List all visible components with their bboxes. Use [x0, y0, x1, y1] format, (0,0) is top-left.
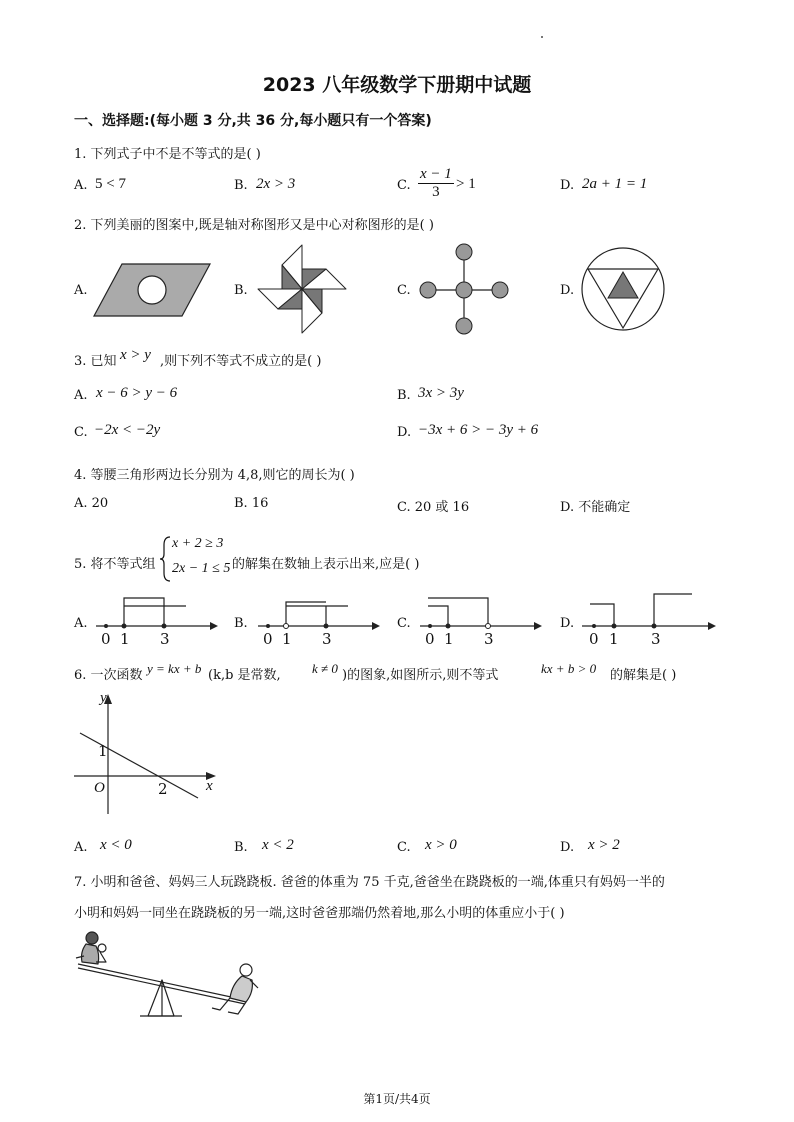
q5-d-tick1: 1 — [609, 630, 619, 648]
q6-c-text: x > 0 — [425, 837, 457, 853]
q3-d-label: D. — [397, 425, 412, 440]
q6-b-label: B. — [234, 840, 248, 855]
q4-d: D. 不能确定 — [560, 500, 631, 515]
q6-graph-tick-2: 2 — [158, 780, 168, 798]
section-heading: 一、选择题:(每小题 3 分,共 36 分,每小题只有一个答案) — [74, 113, 432, 129]
q2-a-label: A. — [74, 283, 88, 298]
q4-a: A. 20 — [74, 496, 109, 511]
q6-stem-mid: (k,b 是常数, — [208, 668, 281, 683]
q2-stem: 2. 下列美丽的图案中,既是轴对称图形又是中心对称图形的是( ) — [74, 218, 434, 233]
q2-b-label: B. — [234, 283, 248, 298]
q3-a-text: x − 6 > y − 6 — [96, 385, 178, 401]
q5-a-tick3: 3 — [160, 630, 170, 648]
q5-stem-pre: 5. 将不等式组 — [74, 557, 156, 572]
q1-d-label: D. — [560, 178, 575, 193]
q1-stem: 1. 下列式子中不是不等式的是( ) — [74, 147, 261, 162]
page-title: 2023 八年级数学下册期中试题 — [262, 74, 532, 96]
q1-c-numerator: x − 1 — [420, 166, 452, 182]
q1-c-label: C. — [397, 178, 411, 193]
q7-stem-line2: 小明和妈妈一同坐在跷跷板的另一端,这时爸爸那端仍然着地,那么小明的体重应小于( ) — [74, 906, 565, 921]
q2-d-figure — [580, 246, 666, 332]
q5-b-label: B. — [234, 616, 248, 631]
q1-d-text: 2a + 1 = 1 — [582, 176, 648, 192]
q3-b-text: 3x > 3y — [418, 385, 464, 401]
q4-b: B. 16 — [234, 496, 269, 511]
q5-a-tick0: 0 — [101, 630, 111, 648]
q6-stem-post: 的解集是( ) — [610, 668, 677, 683]
q2-d-label: D. — [560, 283, 575, 298]
q6-a-label: A. — [74, 840, 88, 855]
q2-a-figure — [92, 262, 212, 318]
q5-c-tick1: 1 — [444, 630, 454, 648]
q1-c-rest: > 1 — [456, 176, 476, 192]
q5-a-label: A. — [74, 616, 88, 631]
q5-d-tick0: 0 — [589, 630, 599, 648]
q6-c-label: C. — [397, 840, 411, 855]
q3-b-label: B. — [397, 388, 411, 403]
q6-a-text: x < 0 — [100, 837, 132, 853]
q5-c-label: C. — [397, 616, 411, 631]
q7-stem-line1: 7. 小明和爸爸、妈妈三人玩跷跷板. 爸爸的体重为 75 千克,爸爸坐在跷跷板的一端,体重只有妈妈一半的 — [74, 875, 665, 890]
q5-stem-post: 的解集在数轴上表示出来,应是( ) — [232, 557, 420, 572]
q5-d-label: D. — [560, 616, 575, 631]
q4-stem: 4. 等腰三角形两边长分别为 4,8,则它的周长为( ) — [74, 468, 355, 483]
q7-seesaw-illustration — [70, 928, 270, 1018]
q6-function-graph — [70, 690, 230, 820]
q5-ineq2: 2x − 1 ≤ 5 — [172, 561, 231, 576]
q3-stem-pre: 3. 已知 — [74, 354, 117, 369]
q6-b-text: x < 2 — [262, 837, 294, 853]
q6-func: y = kx + b — [147, 661, 202, 676]
q3-c-label: C. — [74, 425, 88, 440]
q1-c-fraction — [418, 166, 454, 201]
q6-graph-x-label: x — [206, 778, 213, 794]
q5-b-tick1: 1 — [282, 630, 292, 648]
q5-b-tick0: 0 — [263, 630, 273, 648]
q6-d-label: D. — [560, 840, 575, 855]
scan-dot — [541, 36, 543, 38]
page-footer: 第1页/共4页 — [363, 1092, 431, 1106]
q3-c-text: −2x < −2y — [94, 422, 161, 438]
q1-a-label: A. — [74, 178, 88, 193]
q6-ineq: kx + b > 0 — [541, 661, 597, 676]
q3-a-label: A. — [74, 388, 88, 403]
q2-b-figure — [252, 240, 352, 338]
q1-c-denominator: 3 — [432, 184, 440, 200]
q6-graph-tick-1: 1 — [98, 742, 108, 760]
q3-d-text: −3x + 6 > − 3y + 6 — [418, 422, 539, 438]
q1-b-text: 2x > 3 — [256, 176, 296, 192]
q6-d-text: x > 2 — [588, 837, 620, 853]
q4-c: C. 20 或 16 — [397, 500, 470, 515]
q6-cond: k ≠ 0 — [312, 661, 338, 676]
q1-b-label: B. — [234, 178, 248, 193]
q2-c-label: C. — [397, 283, 411, 298]
q5-brace — [158, 535, 172, 583]
q6-graph-y-label: y — [100, 690, 107, 706]
q5-c-tick3: 3 — [484, 630, 494, 648]
q5-ineq1: x + 2 ≥ 3 — [172, 536, 224, 551]
q2-c-figure — [414, 240, 514, 338]
q5-b-tick3: 3 — [322, 630, 332, 648]
q1-a-text: 5 < 7 — [95, 176, 126, 192]
q6-stem-pre: 6. 一次函数 — [74, 668, 143, 683]
q6-graph-origin: O — [94, 780, 105, 796]
q6-stem-mid2: )的图象,如图所示,则不等式 — [342, 668, 499, 683]
q5-a-tick1: 1 — [120, 630, 130, 648]
q5-d-tick3: 3 — [651, 630, 661, 648]
q3-stem-math: x > y — [120, 347, 151, 363]
q5-c-tick0: 0 — [425, 630, 435, 648]
q3-stem-post: ,则下列不等式不成立的是( ) — [160, 354, 322, 369]
